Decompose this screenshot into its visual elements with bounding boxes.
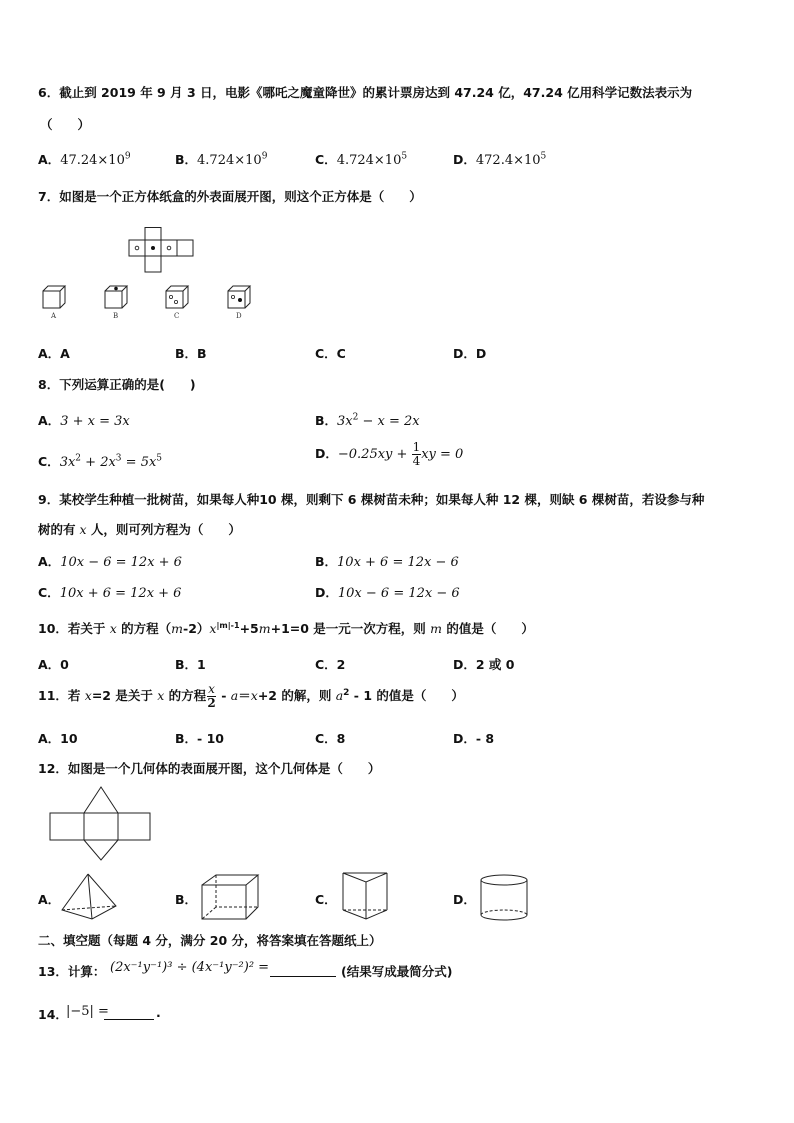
q12-option-b-label: B． bbox=[175, 892, 198, 907]
q6-option-d: D．$472.4\times 10^5$ bbox=[453, 151, 547, 168]
q11-option-b: B．- 10 bbox=[175, 731, 224, 746]
q14-end-period: . bbox=[156, 1005, 161, 1020]
net-solid-dot bbox=[151, 246, 155, 250]
q7-option-a: A．A bbox=[38, 346, 70, 361]
q11-stem: 11．若 x=2 是关于 x 的方程 $\frac{x}{2}$ - a＝x+2 的解，则 $a^2 - 1$ 的值是（ ） bbox=[38, 682, 464, 710]
q11-option-d: D．- 8 bbox=[453, 731, 495, 746]
cube-option-d-figure bbox=[227, 285, 253, 309]
cube-option-d-label: D bbox=[236, 312, 242, 320]
q9-option-c: C．10x + 6 = 12x + 6 bbox=[38, 585, 182, 601]
cube-option-b-figure bbox=[104, 285, 130, 309]
q8-option-c: C．$3x^2 + 2x^3 = 5x^5$ bbox=[38, 453, 163, 470]
cube-net-figure bbox=[128, 227, 194, 273]
q8-option-b: B．$3x^2 - x = 2x$ bbox=[315, 412, 420, 429]
q9-stem-line1: 9．某校学生种植一批树苗，如果每人种10 棵，则剩下 6 棵树苗未种；如果每人种 12 棵，则缺 6 棵树苗，若设参与种 bbox=[38, 492, 705, 507]
net-hollow-dot-2 bbox=[167, 246, 171, 250]
q9-option-a: A．10x − 6 = 12x + 6 bbox=[38, 554, 182, 570]
q8-option-a: A．3 + x = 3x bbox=[38, 413, 130, 429]
q7-option-b: B．B bbox=[175, 346, 207, 361]
q13-note: (结果写成最简分式) bbox=[341, 964, 453, 979]
q12-option-d-label: D． bbox=[453, 892, 476, 907]
q14-expression: |−5| = bbox=[66, 1004, 109, 1019]
q12-option-a-label: A． bbox=[38, 892, 61, 907]
q9-option-b: B．10x + 6 = 12x − 6 bbox=[315, 554, 459, 570]
q7-option-d: D．D bbox=[453, 346, 487, 361]
cube-option-c-label: C bbox=[174, 312, 180, 320]
q8-option-d: D．−0.25xy + $\frac{1}{4}$ xy = 0 bbox=[315, 440, 464, 468]
q6-option-c: C．$4.724\times 10^5$ bbox=[315, 151, 408, 168]
q14-label: 14． bbox=[38, 1007, 68, 1022]
q7-stem: 7．如图是一个正方体纸盒的外表面展开图，则这个正方体是（ ） bbox=[38, 189, 422, 204]
net-hollow-dot-1 bbox=[135, 246, 139, 250]
q13-label: 13．计算： bbox=[38, 964, 106, 979]
q14-answer-blank[interactable] bbox=[104, 1007, 154, 1020]
q10-option-d: D．2 或 0 bbox=[453, 657, 515, 672]
cylinder-figure bbox=[478, 873, 530, 923]
q6-option-b: B．$4.724\times 10^9$ bbox=[175, 151, 268, 168]
q13-answer-blank[interactable] bbox=[270, 964, 336, 977]
cube-option-c-figure bbox=[165, 285, 191, 309]
q6-option-a: A．$47.24\times 10^9$ bbox=[38, 151, 131, 168]
cube-option-a-label: A bbox=[51, 312, 57, 320]
q11-option-a: A．10 bbox=[38, 731, 78, 746]
q8-stem: 8．下列运算正确的是( ) bbox=[38, 377, 196, 392]
q6-stem-line1: 6．截止到 2019 年 9 月 3 日，电影《哪吒之魔童降世》的累计票房达到 47.24 亿，47.24 亿用科学记数法表示为 bbox=[38, 85, 693, 100]
q12-option-c-label: C． bbox=[315, 892, 337, 907]
q9-stem-line2: 树的有 x 人，则可列方程为（ ） bbox=[38, 522, 241, 537]
triangular-prism-figure bbox=[340, 870, 390, 922]
cube-option-a-figure bbox=[42, 285, 68, 309]
q6-stem-line2: （ ） bbox=[40, 117, 91, 132]
q7-option-c: C．C bbox=[315, 346, 346, 361]
q10-option-b: B．1 bbox=[175, 657, 206, 672]
q10-option-c: C．2 bbox=[315, 657, 346, 672]
q9-option-d: D．10x − 6 = 12x − 6 bbox=[315, 585, 460, 601]
cube-option-b-label: B bbox=[113, 312, 119, 320]
cuboid-figure bbox=[200, 873, 262, 921]
q11-option-c: C．8 bbox=[315, 731, 346, 746]
q10-stem: 10．若关于 x 的方程$(m-2)x^{|m|-1}+5m+1=0$ 是一元一次方程，则 m 的值是（ ） bbox=[38, 620, 534, 636]
pyramid-figure bbox=[60, 872, 120, 922]
q10-option-a: A．0 bbox=[38, 657, 69, 672]
prism-net-figure bbox=[48, 786, 152, 862]
q13-expression: (2x⁻¹y⁻¹)³ ÷ (4x⁻¹y⁻²)² = bbox=[110, 960, 270, 975]
q12-stem: 12．如图是一个几何体的表面展开图，这个几何体是（ ） bbox=[38, 761, 381, 776]
section-2-heading: 二、填空题（每题 4 分，满分 20 分，将答案填在答题纸上） bbox=[38, 933, 382, 948]
